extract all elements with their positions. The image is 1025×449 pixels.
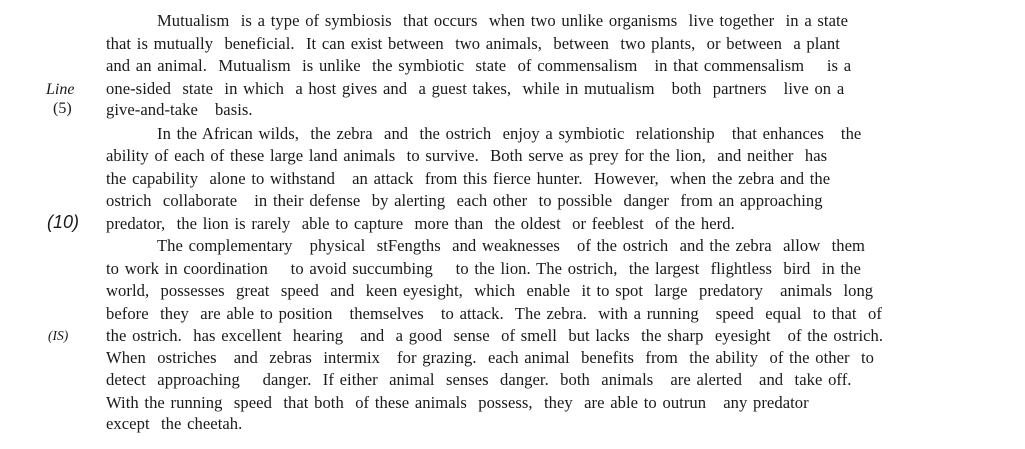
passage-line: Mutualism is a type of symbiosis that occurs when two unlike organisms live together in a state	[157, 11, 849, 30]
passage-line: and an animal. Mutualism is unlike the symbiotic state of commensalism in that commensalism is a	[106, 56, 852, 75]
passage-line: except the cheetah.	[106, 414, 243, 433]
passage-line: predator, the lion is rarely able to capture more than the oldest or feeblest of the herd.	[106, 214, 735, 233]
passage-line: ability of each of these large land animals to survive. Both serve as prey for the lion, and neither has	[106, 146, 828, 165]
passage-line: one-sided state in which a host gives and a guest takes, while in mutualism both partners live on a	[106, 79, 845, 98]
passage-line: ostrich collaborate in their defense by alerting each other to possible danger from an approaching	[106, 191, 823, 210]
margin-line-number-15: (IS)	[48, 328, 69, 343]
passage-line: to work in coordination to avoid succumbing to the lion. The ostrich, the largest flightless bird in the	[106, 259, 861, 278]
margin-line-label: Line	[46, 81, 75, 98]
passage-line: before they are able to position themselves to attack. The zebra. with a running speed equal to that of	[106, 304, 882, 323]
passage-line: The complementary physical stFengths and weaknesses of the ostrich and the zebra allow them	[157, 236, 866, 255]
passage-line: give-and-take basis.	[106, 100, 253, 119]
passage-line: With the running speed that both of these animals possess, they are able to outrun any predator	[106, 393, 809, 412]
passage-line: When ostriches and zebras intermix for grazing. each animal benefits from the ability of the other to	[106, 348, 875, 367]
passage-line: that is mutually beneficial. It can exist between two animals, between two plants, or between a plant	[106, 34, 840, 53]
margin-line-number-5: (5)	[53, 100, 72, 117]
margin-line-number-10: (10)	[47, 212, 80, 232]
passage-line: world, possesses great speed and keen eyesight, which enable it to spot large predatory animals long	[106, 281, 874, 300]
passage-line: In the African wilds, the zebra and the ostrich enjoy a symbiotic relationship that enhances the	[157, 124, 862, 143]
passage-line: the capability alone to withstand an attack from this fierce hunter. However, when the zebra and the	[106, 169, 831, 188]
passage-line: detect approaching danger. If either animal senses danger. both animals are alerted and take off.	[106, 370, 852, 389]
passage-line: the ostrich. has excellent hearing and a good sense of smell but lacks the sharp eyesight of the ostrich.	[106, 326, 884, 345]
